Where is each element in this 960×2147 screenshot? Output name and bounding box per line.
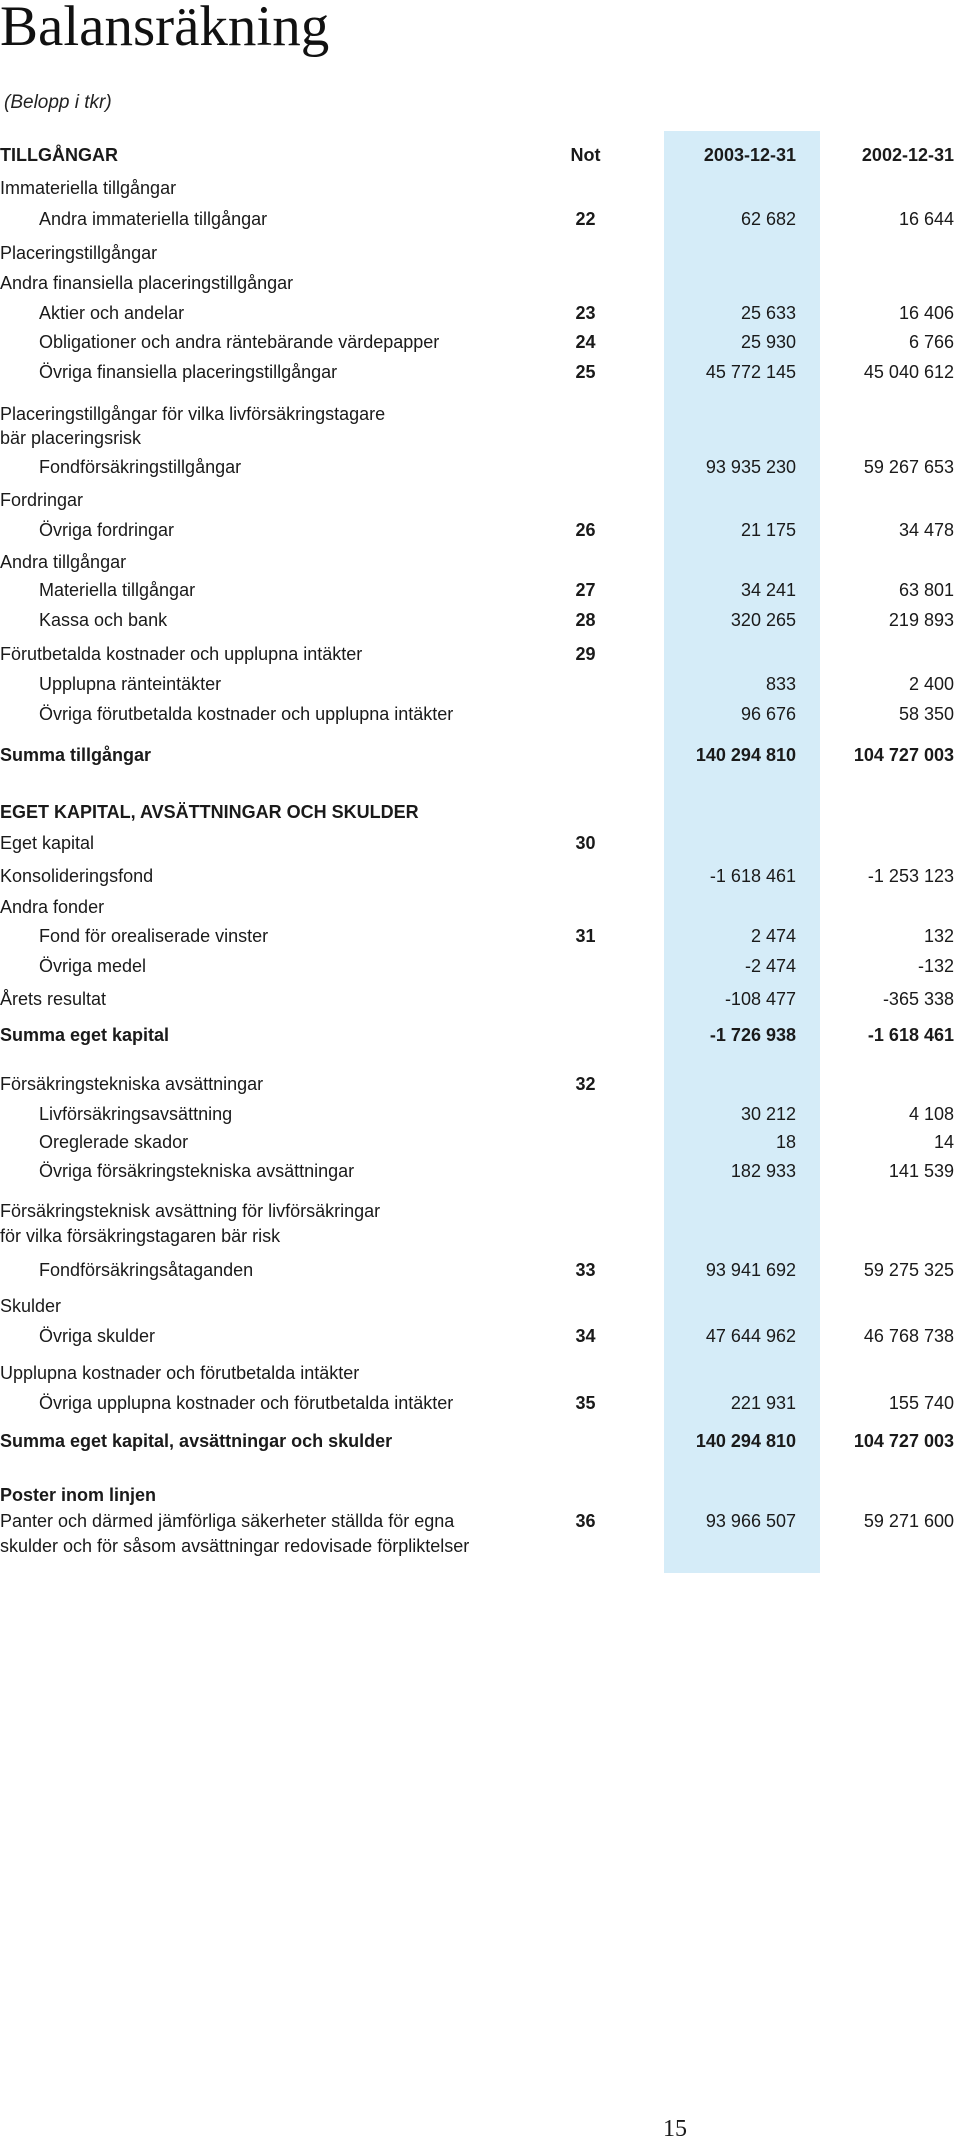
value-2002: -365 338 [882, 989, 954, 1009]
table-row [0, 174, 960, 202]
note-number: 26 [575, 520, 596, 540]
row-label: Övriga fordringar [39, 520, 175, 540]
table-row [0, 1292, 960, 1320]
row-label: Upplupna ränteintäkter [39, 674, 222, 694]
value-2003: 34 241 [740, 580, 796, 600]
table-row [0, 829, 960, 857]
row-label: Andra immateriella tillgångar [39, 209, 268, 229]
table-row [0, 985, 960, 1013]
row-label: Fondförsäkringstillgångar [39, 457, 242, 477]
value-2002: 141 539 [888, 1161, 954, 1181]
note-number: 34 [575, 1326, 596, 1346]
row-label: för vilka försäkringstagaren bär risk [0, 1226, 281, 1246]
table-row [0, 798, 960, 826]
row-label: Årets resultat [0, 989, 107, 1009]
note-number: 29 [575, 644, 596, 664]
value-2002: 155 740 [888, 1393, 954, 1413]
value-2002: 59 275 325 [863, 1260, 954, 1280]
value-2003: -1 726 938 [709, 1025, 796, 1045]
year-2003-column-header: 2003-12-31 [703, 145, 796, 165]
note-number: 35 [575, 1393, 596, 1413]
row-label: Försäkringsteknisk avsättning för livförsäkringar [0, 1201, 381, 1221]
table-row [0, 1481, 960, 1509]
table-row [0, 205, 960, 233]
assets-heading: TILLGÅNGAR [0, 145, 118, 165]
note-number: 24 [575, 332, 596, 352]
value-2003: 25 930 [740, 332, 796, 352]
table-row [0, 922, 960, 950]
value-2003: 93 935 230 [705, 457, 796, 477]
note-number: 32 [575, 1074, 596, 1094]
value-2002: 45 040 612 [863, 362, 954, 382]
row-label: Materiella tillgångar [39, 580, 196, 600]
value-2003: 2 474 [750, 926, 796, 946]
row-label: Immateriella tillgångar [0, 178, 177, 198]
note-number: 25 [575, 362, 596, 382]
value-2002: 14 [933, 1132, 954, 1152]
value-2003: 96 676 [740, 704, 796, 724]
value-2002: -1 618 461 [867, 1025, 954, 1045]
value-2002: 59 271 600 [863, 1511, 954, 1531]
page-number: 15 [663, 2116, 687, 2142]
value-2002: 46 768 738 [863, 1326, 954, 1346]
table-row [0, 299, 960, 327]
row-label: bär placeringsrisk [0, 428, 142, 448]
table-row [0, 1128, 960, 1156]
value-2003: 47 644 962 [705, 1326, 796, 1346]
table-row [0, 1256, 960, 1284]
row-label: Andra tillgångar [0, 552, 127, 572]
row-label: Summa eget kapital [0, 1025, 170, 1045]
value-2003: 30 212 [740, 1104, 796, 1124]
value-2003: 320 265 [730, 610, 796, 630]
table-row [0, 640, 960, 668]
table-row [0, 358, 960, 386]
table-row [0, 1070, 960, 1098]
row-label: Livförsäkringsavsättning [39, 1104, 233, 1124]
value-2002: 2 400 [908, 674, 954, 694]
row-label: Övriga upplupna kostnader och förutbetalda intäkter [39, 1393, 454, 1413]
table-row [0, 741, 960, 769]
value-2002: 59 267 653 [863, 457, 954, 477]
value-2003: 221 931 [730, 1393, 796, 1413]
value-2002: -132 [917, 956, 954, 976]
table-row [0, 1222, 960, 1250]
amount-unit-note: (Belopp i tkr) [4, 92, 112, 113]
table-row [0, 1157, 960, 1185]
table-row [0, 1197, 960, 1225]
value-2003: -2 474 [744, 956, 796, 976]
table-row [0, 1359, 960, 1387]
row-label: Fondförsäkringsåtaganden [39, 1260, 254, 1280]
note-number: 33 [575, 1260, 596, 1280]
row-label: Kassa och bank [39, 610, 168, 630]
row-label: Övriga försäkringstekniska avsättningar [39, 1161, 355, 1181]
value-2003: 18 [775, 1132, 796, 1152]
row-label: Andra finansiella placeringstillgångar [0, 273, 294, 293]
row-label: Aktier och andelar [39, 303, 185, 323]
note-column-header: Not [570, 145, 601, 165]
table-row [0, 952, 960, 980]
table-row [0, 1100, 960, 1128]
value-2002: 34 478 [898, 520, 954, 540]
value-2003: 93 966 507 [705, 1511, 796, 1531]
value-2003: 833 [765, 674, 796, 694]
note-number: 36 [575, 1511, 596, 1531]
value-2002: -1 253 123 [867, 866, 954, 886]
row-label: Poster inom linjen [0, 1485, 157, 1505]
value-2003: 140 294 810 [695, 745, 796, 765]
table-row [0, 606, 960, 634]
value-2002: 16 406 [898, 303, 954, 323]
value-2002: 104 727 003 [853, 745, 954, 765]
row-label: Övriga medel [39, 956, 147, 976]
row-label: Övriga förutbetalda kostnader och upplupna intäkter [39, 704, 454, 724]
value-2003: 93 941 692 [705, 1260, 796, 1280]
note-number: 30 [575, 833, 596, 853]
row-label: Eget kapital [0, 833, 95, 853]
table-row [0, 424, 960, 452]
row-label: Summa tillgångar [0, 745, 152, 765]
note-number: 27 [575, 580, 596, 600]
value-2002: 104 727 003 [853, 1431, 954, 1451]
table-row [0, 670, 960, 698]
table-row [0, 576, 960, 604]
table-row [0, 1021, 960, 1049]
value-2002: 6 766 [908, 332, 954, 352]
value-2003: 25 633 [740, 303, 796, 323]
row-label: Oreglerade skador [39, 1132, 189, 1152]
row-label: Konsolideringsfond [0, 866, 154, 886]
value-2003: 62 682 [740, 209, 796, 229]
note-number: 28 [575, 610, 596, 630]
value-2003: 182 933 [730, 1161, 796, 1181]
row-label: Andra fonder [0, 897, 105, 917]
row-label: Övriga skulder [39, 1326, 156, 1346]
row-label: Förutbetalda kostnader och upplupna intäkter [0, 644, 363, 664]
value-2003: 45 772 145 [705, 362, 796, 382]
note-number: 23 [575, 303, 596, 323]
table-row [0, 1389, 960, 1417]
value-2002: 219 893 [888, 610, 954, 630]
table-row [0, 700, 960, 728]
row-label: Övriga finansiella placeringstillgångar [39, 362, 338, 382]
note-number: 31 [575, 926, 596, 946]
table-row [0, 1532, 960, 1560]
table-row [0, 862, 960, 890]
table-row [0, 328, 960, 356]
page-title: Balansräkning [0, 0, 330, 58]
row-label: Fond för orealiserade vinster [39, 926, 269, 946]
value-2002: 58 350 [898, 704, 954, 724]
value-2003: -108 477 [724, 989, 796, 1009]
row-label: skulder och för såsom avsättningar redovisade förpliktelser [0, 1536, 470, 1556]
row-label: Panter och därmed jämförliga säkerheter ställda för egna [0, 1511, 455, 1531]
table-row [0, 269, 960, 297]
table-row [0, 516, 960, 544]
row-label: Upplupna kostnader och förutbetalda intäkter [0, 1363, 360, 1383]
table-row [0, 239, 960, 267]
row-label: Summa eget kapital, avsättningar och skulder [0, 1431, 393, 1451]
row-label: Obligationer och andra räntebärande värdepapper [39, 332, 440, 352]
table-row [0, 1427, 960, 1455]
table-header-row [0, 141, 960, 169]
table-row [0, 1322, 960, 1350]
table-row [0, 1507, 960, 1535]
value-2003: 140 294 810 [695, 1431, 796, 1451]
value-2002: 4 108 [908, 1104, 954, 1124]
value-2002: 16 644 [898, 209, 954, 229]
value-2003: 21 175 [740, 520, 796, 540]
table-row [0, 486, 960, 514]
value-2002: 132 [923, 926, 954, 946]
note-number: 22 [575, 209, 596, 229]
row-label: Placeringstillgångar [0, 243, 158, 263]
row-label: Skulder [0, 1296, 62, 1316]
year-2002-column-header: 2002-12-31 [861, 145, 954, 165]
row-label: Fordringar [0, 490, 84, 510]
table-row [0, 893, 960, 921]
row-label: Försäkringstekniska avsättningar [0, 1074, 264, 1094]
table-row [0, 548, 960, 576]
value-2002: 63 801 [898, 580, 954, 600]
row-label: Placeringstillgångar för vilka livförsäkringstagare [0, 404, 386, 424]
row-label: EGET KAPITAL, AVSÄTTNINGAR OCH SKULDER [0, 802, 419, 822]
table-row [0, 453, 960, 481]
value-2003: -1 618 461 [709, 866, 796, 886]
